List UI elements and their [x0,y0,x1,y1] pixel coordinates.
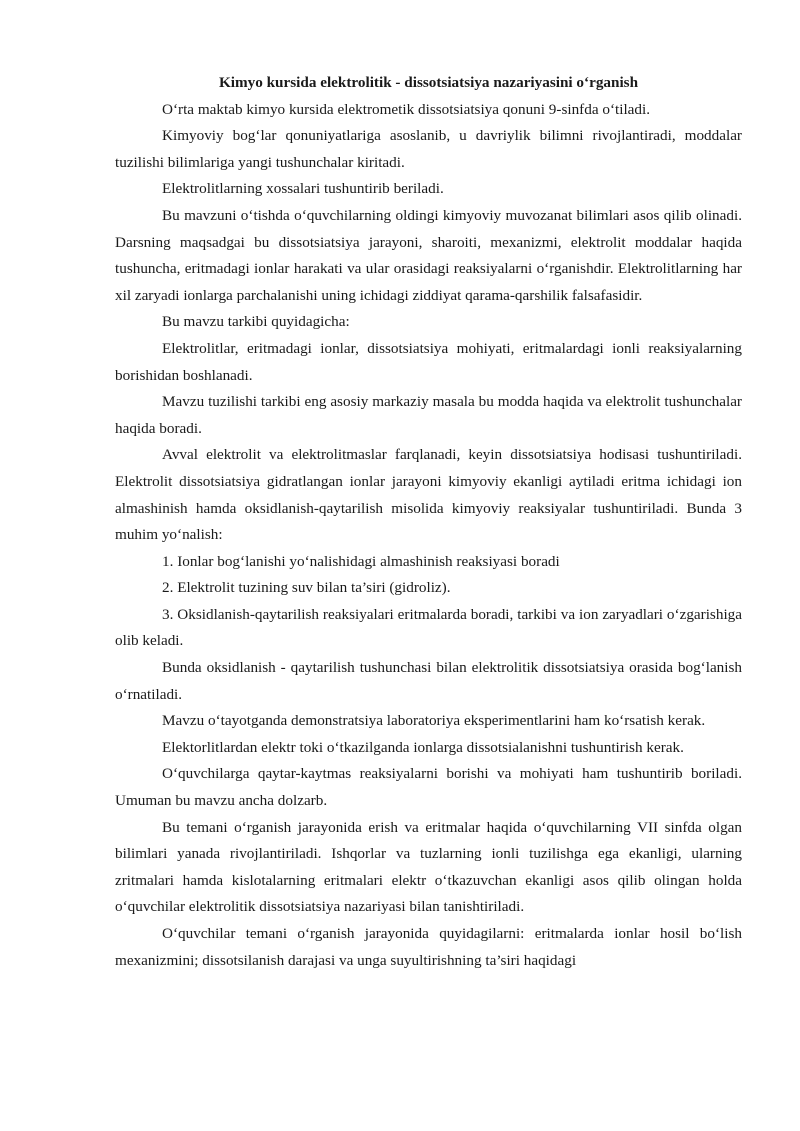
paragraph: Bunda oksidlanish - qaytarilish tushunchasi bilan elektrolitik dissotsiatsiya orasida bog‘lanish o‘rnatiladi. [115,659,742,703]
list-item: 2. Elektrolit tuzining suv bilan ta’siri (gidroliz). [162,579,451,597]
paragraph: O‘quvchilar temani o‘rganish jarayonida quyidagilarni: eritmalarda ionlar hosil bo‘lish mexanizmini; dissotsilanish darajasi va unga suyultirishning ta’siri haqidagi [115,925,742,969]
list-item: 1. Ionlar bog‘lanishi yo‘nalishidagi almashinish reaksiyasi boradi [162,552,560,570]
paragraph: Elektrolitlar, eritmadagi ionlar, dissotsiatsiya mohiyati, eritmalardagi ionli reaksiyalarning borishidan boshlanadi. [115,339,742,384]
paragraph: Bu temani o‘rganish jarayonida erish va eritmalar haqida o‘quvchilarning VII sinfda olgan bilimlari yanada rivojlantiriladi. Ishqorlar va tuzlarning ionli tuzilishga ega ekanligi, ularning zritmalari hamda kislotalarning eritmalari elektr o‘tkazuvchan ekanligi asos qilib olingan holda o‘quvchilar elektrolitik dissotsiatsiya nazariyasi bilan tanishtiriladi. [115,818,742,916]
paragraph: Mavzu tuzilishi tarkibi eng asosiy markaziy masala bu modda haqida va elektrolit tushunchalar haqida boradi. [115,393,742,437]
document-title: Kimyo kursida elektrolitik - dissotsiatsiya nazariyasini o‘rganish [218,74,639,91]
paragraph: Mavzu o‘tayotganda demonstratsiya laboratoriya eksperimentlarini ham ko‘rsatish kerak. [162,712,706,730]
list-item: 3. Oksidlanish-qaytarilish reaksiyalari eritmalarda boradi, tarkibi va ion zaryadlari o‘zgarishiga olib keladi. [115,605,742,650]
paragraph: O‘rta maktab kimyo kursida elektrometik dissotsiatsiya qonuni 9-sinfda o‘tiladi. [162,100,651,118]
paragraph: O‘quvchilarga qaytar-kaytmas reaksiyalarni borishi va mohiyati ham tushuntirib boriladi. Umuman bu mavzu ancha dolzarb. [115,765,742,810]
paragraph: Elektrolitlarning xossalari tushuntirib beriladi. [162,180,444,198]
paragraph: Avval elektrolit va elektrolitmaslar farqlanadi, keyin dissotsiatsiya hodisasi tushuntiriladi. Elektrolit dissotsiatsiya gidratlangan ionlar jarayoni kimyoviy ekanligi aytiladi eritma ichidagi ion almashinish hamda oksidlanish-qaytarilish misolida kimyoviy reaksiyalar tushuntiriladi. Bunda 3 muhim yo‘nalish: [115,446,742,544]
document-page [115,70,742,974]
paragraph: Bu mavzu tarkibi quyidagicha: [162,313,350,331]
paragraph: Bu mavzuni o‘tishda o‘quvchilarning oldingi kimyoviy muvozanat bilimlari asos qilib olinadi. Darsning maqsadgai bu dissotsiatsiya jarayoni, sharoiti, mexanizmi, elektrolit moddalar haqida tushuncha, eritmadagi ionlar harakati va ular orasidagi reaksiyalarni o‘rganishdir. Elektrolitlarning har xil zaryadi ionlarga parchalanishi uning ichidagi ziddiyat qarama-qarshilik falsafasidir. [115,206,742,304]
paragraph: Elektorlitlardan elektr toki o‘tkazilganda ionlarga dissotsialanishni tushuntirish kerak. [162,738,684,756]
paragraph: Kimyoviy bog‘lar qonuniyatlariga asoslanib, u davriylik bilimni rivojlantiradi, moddalar tuzilishi bilimlariga yangi tushunchalar kiritadi. [115,127,742,171]
